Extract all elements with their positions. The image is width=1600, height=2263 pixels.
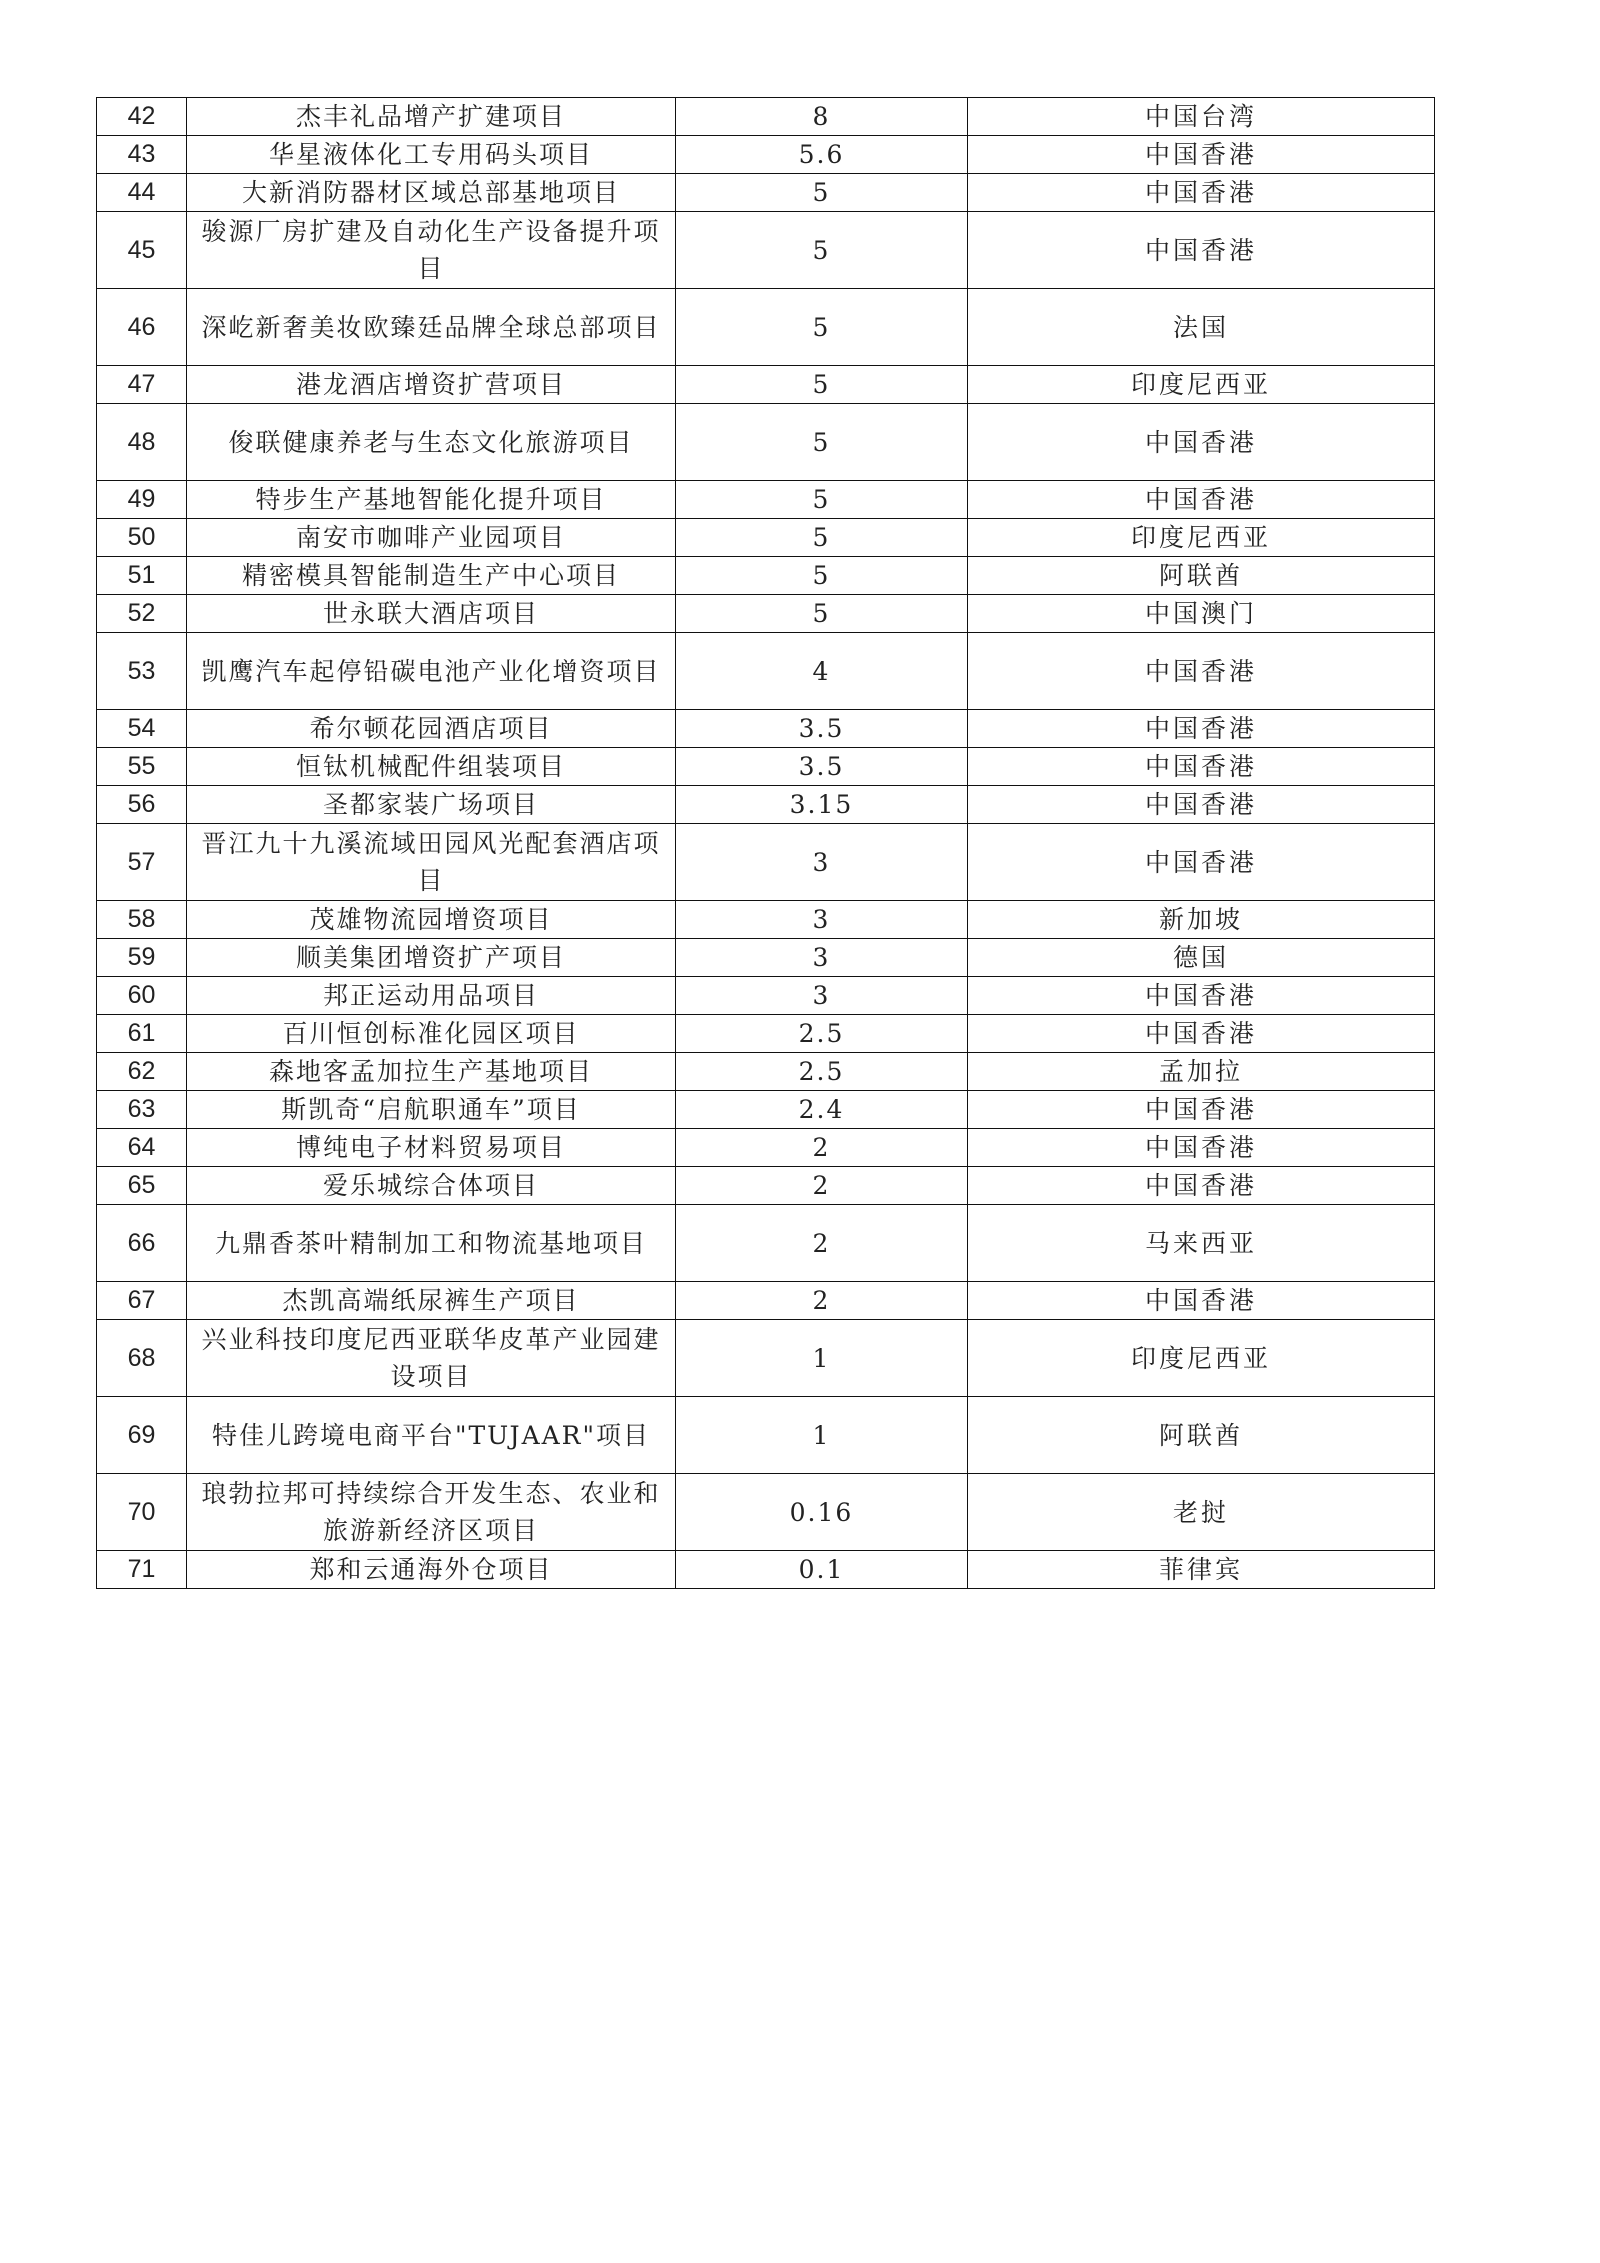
investment-amount: 4 xyxy=(676,633,968,710)
investment-amount: 3.5 xyxy=(676,710,968,748)
project-name: 深屹新奢美妆欧臻廷品牌全球总部项目 xyxy=(187,289,676,366)
row-number: 51 xyxy=(97,557,187,595)
table-row xyxy=(97,1205,1435,1282)
row-number: 64 xyxy=(97,1129,187,1167)
table-row xyxy=(97,1015,1435,1053)
table-row xyxy=(97,1129,1435,1167)
investment-amount: 5 xyxy=(676,557,968,595)
project-name: 爱乐城综合体项目 xyxy=(187,1167,676,1205)
row-number: 42 xyxy=(97,98,187,136)
source-region: 马来西亚 xyxy=(968,1205,1435,1282)
table-row xyxy=(97,939,1435,977)
investment-amount: 5 xyxy=(676,366,968,404)
investment-amount: 3.15 xyxy=(676,786,968,824)
investment-amount: 8 xyxy=(676,98,968,136)
investment-amount: 1 xyxy=(676,1397,968,1474)
table-row xyxy=(97,1167,1435,1205)
investment-amount: 5 xyxy=(676,404,968,481)
row-number: 67 xyxy=(97,1282,187,1320)
table-row xyxy=(97,1320,1435,1397)
table-row xyxy=(97,98,1435,136)
investment-amount: 5.6 xyxy=(676,136,968,174)
project-name: 邦正运动用品项目 xyxy=(187,977,676,1015)
project-name: 希尔顿花园酒店项目 xyxy=(187,710,676,748)
project-name: 圣都家装广场项目 xyxy=(187,786,676,824)
row-number: 63 xyxy=(97,1091,187,1129)
table-row xyxy=(97,212,1435,289)
table-row xyxy=(97,289,1435,366)
source-region: 中国香港 xyxy=(968,1129,1435,1167)
table-row xyxy=(97,174,1435,212)
investment-amount: 5 xyxy=(676,212,968,289)
source-region: 中国香港 xyxy=(968,1282,1435,1320)
source-region: 中国香港 xyxy=(968,633,1435,710)
source-region: 中国香港 xyxy=(968,174,1435,212)
investment-amount: 5 xyxy=(676,519,968,557)
investment-amount: 2.5 xyxy=(676,1053,968,1091)
table-row xyxy=(97,1282,1435,1320)
source-region: 中国香港 xyxy=(968,748,1435,786)
table-row xyxy=(97,1551,1435,1589)
table-row xyxy=(97,595,1435,633)
investment-amount: 5 xyxy=(676,174,968,212)
project-name: 俊联健康养老与生态文化旅游项目 xyxy=(187,404,676,481)
source-region: 中国台湾 xyxy=(968,98,1435,136)
investment-amount: 0.16 xyxy=(676,1474,968,1551)
project-name: 茂雄物流园增资项目 xyxy=(187,901,676,939)
project-name: 森地客孟加拉生产基地项目 xyxy=(187,1053,676,1091)
source-region: 中国香港 xyxy=(968,786,1435,824)
investment-amount: 2 xyxy=(676,1282,968,1320)
row-number: 55 xyxy=(97,748,187,786)
row-number: 47 xyxy=(97,366,187,404)
investment-amount: 2 xyxy=(676,1205,968,1282)
project-name: 杰凯高端纸尿裤生产项目 xyxy=(187,1282,676,1320)
project-name: 精密模具智能制造生产中心项目 xyxy=(187,557,676,595)
table-row xyxy=(97,901,1435,939)
source-region: 孟加拉 xyxy=(968,1053,1435,1091)
investment-amount: 1 xyxy=(676,1320,968,1397)
project-name: 九鼎香茶叶精制加工和物流基地项目 xyxy=(187,1205,676,1282)
table-row xyxy=(97,481,1435,519)
row-number: 69 xyxy=(97,1397,187,1474)
project-name: 凯鹰汽车起停铅碳电池产业化增资项目 xyxy=(187,633,676,710)
investment-amount: 5 xyxy=(676,481,968,519)
table-row xyxy=(97,366,1435,404)
source-region: 印度尼西亚 xyxy=(968,1320,1435,1397)
row-number: 61 xyxy=(97,1015,187,1053)
source-region: 中国香港 xyxy=(968,977,1435,1015)
project-name: 琅勃拉邦可持续综合开发生态、农业和旅游新经济区项目 xyxy=(187,1474,676,1551)
investment-amount: 2 xyxy=(676,1129,968,1167)
source-region: 阿联酋 xyxy=(968,1397,1435,1474)
table-row xyxy=(97,633,1435,710)
investment-amount: 3 xyxy=(676,939,968,977)
project-name: 晋江九十九溪流域田园风光配套酒店项目 xyxy=(187,824,676,901)
source-region: 中国香港 xyxy=(968,1015,1435,1053)
row-number: 52 xyxy=(97,595,187,633)
row-number: 44 xyxy=(97,174,187,212)
row-number: 58 xyxy=(97,901,187,939)
investment-amount: 2 xyxy=(676,1167,968,1205)
project-name: 兴业科技印度尼西亚联华皮革产业园建设项目 xyxy=(187,1320,676,1397)
investment-amount: 3 xyxy=(676,977,968,1015)
investment-amount: 3.5 xyxy=(676,748,968,786)
source-region: 中国香港 xyxy=(968,136,1435,174)
source-region: 中国香港 xyxy=(968,404,1435,481)
source-region: 德国 xyxy=(968,939,1435,977)
row-number: 60 xyxy=(97,977,187,1015)
row-number: 68 xyxy=(97,1320,187,1397)
investment-amount: 0.1 xyxy=(676,1551,968,1589)
row-number: 53 xyxy=(97,633,187,710)
table-row xyxy=(97,1053,1435,1091)
table-row xyxy=(97,748,1435,786)
row-number: 48 xyxy=(97,404,187,481)
project-name: 杰丰礼品增产扩建项目 xyxy=(187,98,676,136)
row-number: 54 xyxy=(97,710,187,748)
investment-amount: 5 xyxy=(676,289,968,366)
investment-amount: 5 xyxy=(676,595,968,633)
investment-amount: 3 xyxy=(676,901,968,939)
source-region: 中国澳门 xyxy=(968,595,1435,633)
row-number: 59 xyxy=(97,939,187,977)
row-number: 71 xyxy=(97,1551,187,1589)
source-region: 印度尼西亚 xyxy=(968,519,1435,557)
row-number: 43 xyxy=(97,136,187,174)
source-region: 印度尼西亚 xyxy=(968,366,1435,404)
table-row xyxy=(97,786,1435,824)
row-number: 66 xyxy=(97,1205,187,1282)
row-number: 50 xyxy=(97,519,187,557)
source-region: 中国香港 xyxy=(968,710,1435,748)
table-row xyxy=(97,1474,1435,1551)
table-row xyxy=(97,824,1435,901)
source-region: 中国香港 xyxy=(968,824,1435,901)
table-row xyxy=(97,404,1435,481)
source-region: 新加坡 xyxy=(968,901,1435,939)
project-name: 顺美集团增资扩产项目 xyxy=(187,939,676,977)
table-row xyxy=(97,977,1435,1015)
row-number: 56 xyxy=(97,786,187,824)
table-row xyxy=(97,1397,1435,1474)
investment-amount: 3 xyxy=(676,824,968,901)
investment-amount: 2.5 xyxy=(676,1015,968,1053)
project-name: 斯凯奇“启航职通车”项目 xyxy=(187,1091,676,1129)
row-number: 57 xyxy=(97,824,187,901)
table-row xyxy=(97,136,1435,174)
row-number: 46 xyxy=(97,289,187,366)
row-number: 65 xyxy=(97,1167,187,1205)
source-region: 老挝 xyxy=(968,1474,1435,1551)
source-region: 阿联酋 xyxy=(968,557,1435,595)
row-number: 62 xyxy=(97,1053,187,1091)
project-name: 南安市咖啡产业园项目 xyxy=(187,519,676,557)
project-name: 郑和云通海外仓项目 xyxy=(187,1551,676,1589)
project-name: 港龙酒店增资扩营项目 xyxy=(187,366,676,404)
source-region: 中国香港 xyxy=(968,1091,1435,1129)
row-number: 45 xyxy=(97,212,187,289)
project-name: 华星液体化工专用码头项目 xyxy=(187,136,676,174)
source-region: 中国香港 xyxy=(968,481,1435,519)
source-region: 中国香港 xyxy=(968,212,1435,289)
project-table xyxy=(96,97,1435,1589)
table-row xyxy=(97,557,1435,595)
row-number: 49 xyxy=(97,481,187,519)
project-name: 博纯电子材料贸易项目 xyxy=(187,1129,676,1167)
project-name: 骏源厂房扩建及自动化生产设备提升项目 xyxy=(187,212,676,289)
source-region: 法国 xyxy=(968,289,1435,366)
project-name: 恒钛机械配件组装项目 xyxy=(187,748,676,786)
project-name: 大新消防器材区域总部基地项目 xyxy=(187,174,676,212)
project-name: 百川恒创标准化园区项目 xyxy=(187,1015,676,1053)
project-name: 特步生产基地智能化提升项目 xyxy=(187,481,676,519)
table-row xyxy=(97,710,1435,748)
row-number: 70 xyxy=(97,1474,187,1551)
source-region: 中国香港 xyxy=(968,1167,1435,1205)
project-name: 特佳儿跨境电商平台"TUJAAR"项目 xyxy=(187,1397,676,1474)
project-table-body xyxy=(97,98,1435,1589)
investment-amount: 2.4 xyxy=(676,1091,968,1129)
source-region: 菲律宾 xyxy=(968,1551,1435,1589)
table-row xyxy=(97,1091,1435,1129)
project-name: 世永联大酒店项目 xyxy=(187,595,676,633)
table-row xyxy=(97,519,1435,557)
